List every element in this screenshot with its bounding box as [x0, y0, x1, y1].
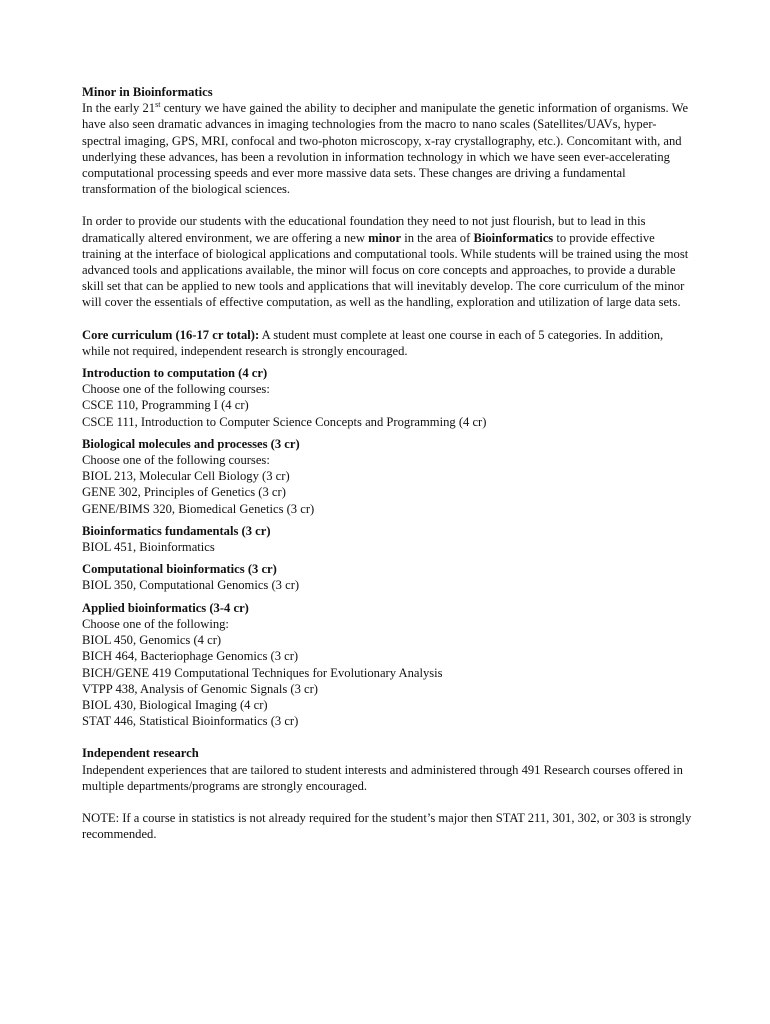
core-curriculum-text: A student must complete at least one course in each of 5 categories. In addition, while not required, independent research is strongly encouraged. [82, 327, 664, 358]
independent-research-section [82, 745, 694, 794]
category-heading: Applied bioinformatics (3-4 cr) [82, 600, 249, 615]
course-line: BIOL 350, Computational Genomics (3 cr) [82, 578, 300, 593]
course-line: BIOL 430, Biological Imaging (4 cr) [82, 697, 268, 712]
intro-paragraph [82, 100, 694, 197]
course-line: VTPP 438, Analysis of Genomic Signals (3 cr) [82, 681, 318, 696]
intro-text-b: century we have gained the ability to decipher and manipulate the genetic information of organisms. We have also seen dramatic advances in imaging technologies from the macro to nano scales (Satellites/UAVs, hyper-spectral imaging, GPS, MRI, confocal and two-photon microscopy, x-ray crystallography, etc.). Concomitant with, and underlying these advances, has been a revolution in information technology in which we have seen ever-accelerating computational processing speeds and ever more massive data sets. These changes are driving a fundamental transformation of the biological sciences. [82, 101, 689, 197]
course-line: GENE/BIMS 320, Biomedical Genetics (3 cr) [82, 501, 315, 516]
purpose-bold-bioinformatics: Bioinformatics [473, 230, 554, 245]
core-curriculum-heading: Core curriculum (16-17 cr total): [82, 327, 260, 342]
core-curriculum-paragraph [82, 327, 694, 359]
course-line: BICH 464, Bacteriophage Genomics (3 cr) [82, 649, 299, 664]
course-line: Choose one of the following courses: [82, 382, 270, 397]
category-bioinformatics-fundamentals [82, 523, 694, 555]
course-line: GENE 302, Principles of Genetics (3 cr) [82, 485, 286, 500]
independent-research-text: Independent experiences that are tailored to student interests and administered through 491 Research courses offered in multiple departments/programs are strongly encouraged. [82, 762, 683, 793]
category-computational-bioinformatics [82, 561, 694, 593]
course-line: CSCE 110, Programming I (4 cr) [82, 398, 249, 413]
category-introduction-to-computation [82, 365, 694, 430]
category-applied-bioinformatics [82, 600, 694, 730]
purpose-text-b: in the area of [401, 230, 474, 245]
course-line: Choose one of the following: [82, 616, 229, 631]
course-line: Choose one of the following courses: [82, 453, 270, 468]
category-heading: Bioinformatics fundamentals (3 cr) [82, 523, 271, 538]
document-page [82, 84, 694, 842]
course-line: CSCE 111, Introduction to Computer Science Concepts and Programming (4 cr) [82, 414, 487, 429]
category-heading: Computational bioinformatics (3 cr) [82, 562, 277, 577]
purpose-paragraph [82, 213, 694, 310]
statistics-note: NOTE: If a course in statistics is not already required for the student’s major then STAT 211, 301, 302, or 303 is strongly recommended. [82, 810, 692, 842]
intro-superscript: st [155, 100, 161, 110]
purpose-text-c: to provide effective training at the interface of biological applications and computational tools. While students will be trained using the most advanced tools and applications available, the minor will focus on core concepts and approaches, to provide a durable skill set that can be applied to new tools and applications that will inevitably develop. The core curriculum of the minor will cover the essentials of effective computation, as well as the handling, exploration and utilization of large data sets. [82, 230, 689, 310]
intro-text-a: In the early 21 [82, 101, 156, 116]
category-biological-molecules [82, 436, 694, 517]
course-line: BIOL 450, Genomics (4 cr) [82, 633, 222, 648]
course-line: BIOL 213, Molecular Cell Biology (3 cr) [82, 469, 290, 484]
independent-research-heading: Independent research [82, 746, 199, 761]
purpose-text-a: In order to provide our students with the educational foundation they need to not just flourish, but to lead in this dramatically altered environment, we are offering a new [82, 214, 646, 245]
document-title: Minor in Bioinformatics [82, 85, 213, 99]
course-line: BICH/GENE 419 Computational Techniques for Evolutionary Analysis [82, 665, 443, 680]
category-heading: Introduction to computation (4 cr) [82, 366, 268, 381]
course-line: STAT 446, Statistical Bioinformatics (3 cr) [82, 714, 299, 729]
category-heading: Biological molecules and processes (3 cr) [82, 436, 300, 451]
course-line: BIOL 451, Bioinformatics [82, 540, 215, 555]
purpose-bold-minor: minor [368, 230, 402, 245]
